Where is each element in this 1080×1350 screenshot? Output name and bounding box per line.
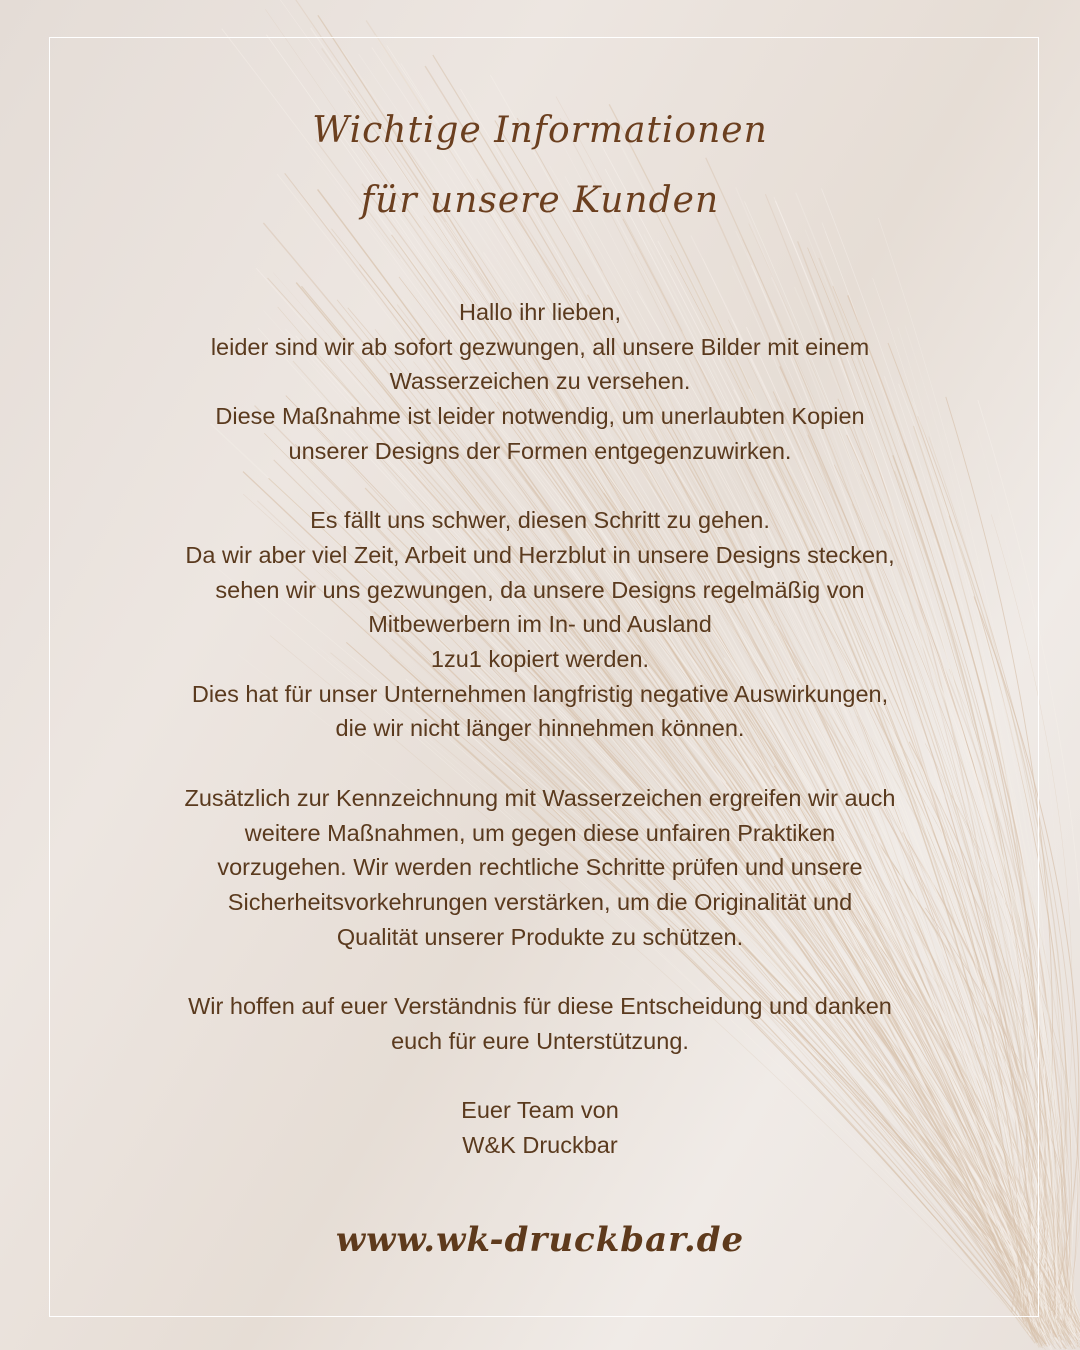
blank-line [0,746,1080,781]
body-line: Euer Team von [461,1097,619,1124]
blank-line [0,954,1080,989]
title-line-1: Wichtige Informationen [312,110,768,151]
blank-line [0,469,1080,504]
body-line: Qualität unserer Produkte zu schützen. [336,923,744,950]
body-line: Wir hoffen auf euer Verständnis für diese Entscheidung und danken [188,993,892,1020]
body-line: unserer Designs der Formen entgegenzuwirken. [288,437,792,464]
body-line: Wasserzeichen zu versehen. [389,368,691,395]
body-line: W&K Druckbar [462,1131,618,1158]
blank-line [0,1058,1080,1093]
body-line: Es fällt uns schwer, diesen Schritt zu gehen. [310,507,770,534]
body-line: vorzugehen. Wir werden rechtliche Schritte prüfen und unsere [217,854,863,881]
body-line: leider sind wir ab sofort gezwungen, all unsere Bilder mit einem [210,333,870,360]
body-line: Da wir aber viel Zeit, Arbeit und Herzblut in unsere Designs stecken, [185,541,895,568]
body-line: Diese Maßnahme ist leider notwendig, um unerlaubten Kopien [215,403,865,430]
body-line: weitere Maßnahmen, um gegen diese unfairen Praktiken [244,819,836,846]
body-line: Dies hat für unser Unternehmen langfristig negative Auswirkungen, [191,680,889,707]
body-line: sehen wir uns gezwungen, da unsere Designs regelmäßig von [215,576,865,603]
body-line: euch für eure Unterstützung. [391,1027,689,1054]
message-body [0,295,1080,1163]
body-line: 1zu1 kopiert werden. [430,646,650,673]
body-line: Zusätzlich zur Kennzeichnung mit Wasserzeichen ergreifen wir auch [184,784,896,811]
title-line-2: für unsere Kunden [360,180,720,221]
body-line: Hallo ihr lieben, [459,299,621,325]
body-line: Mitbewerbern im In- und Ausland [368,611,712,638]
body-line: die wir nicht länger hinnehmen können. [335,715,745,742]
body-line: Sicherheitsvorkehrungen verstärken, um die Originalität und [227,888,853,915]
website-url[interactable]: www.wk-druckbar.de [335,1220,745,1260]
